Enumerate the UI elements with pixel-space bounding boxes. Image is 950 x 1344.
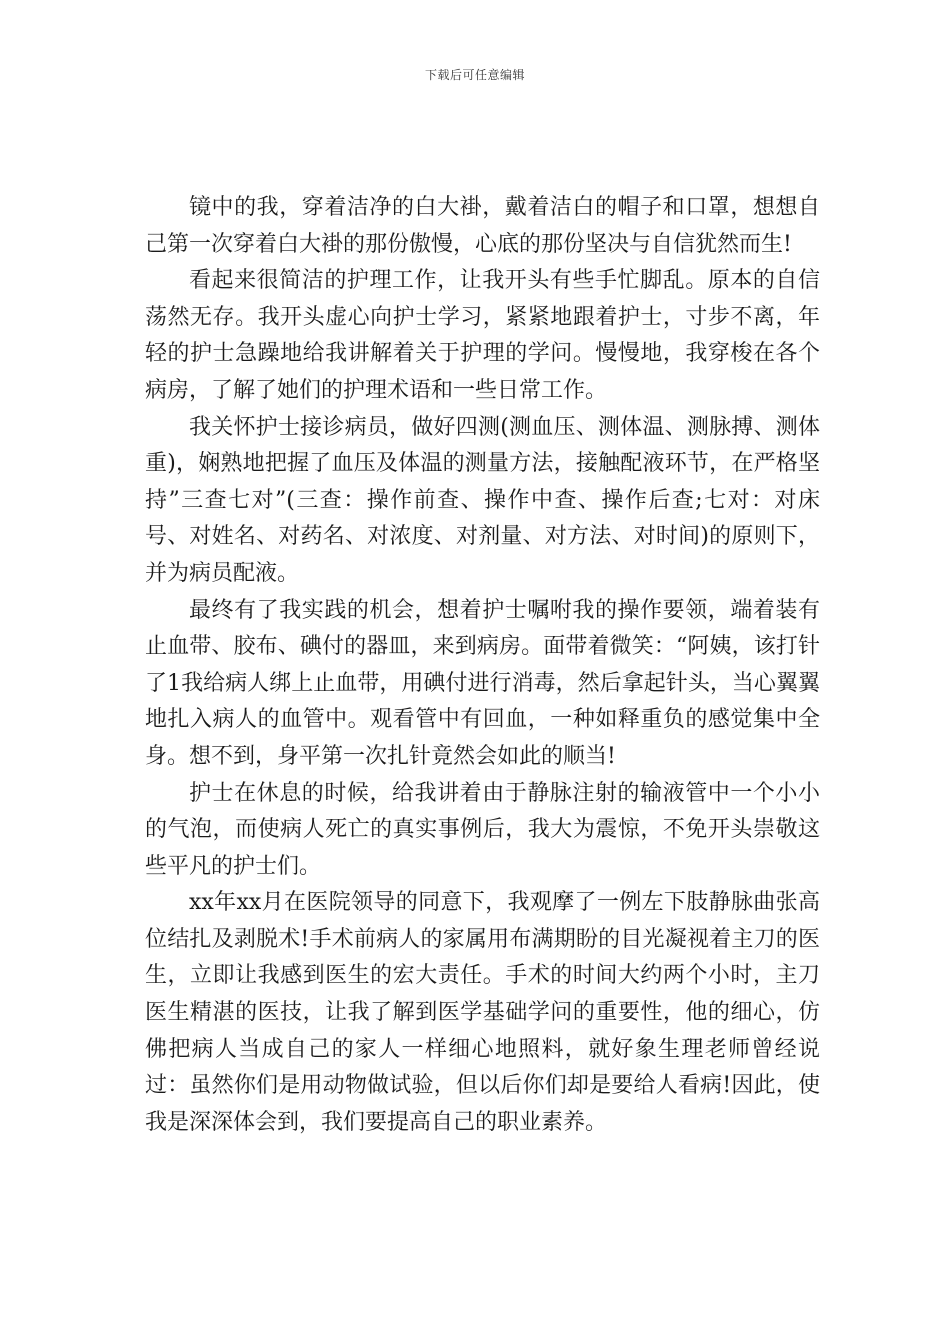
- paragraph-5: 护士在休息的时候，给我讲着由于静脉注射的输液管中一个小小的气泡，而使病人死亡的真实事例后，我大为震惊，不免开头崇敬这些平凡的护士们。: [145, 780, 820, 879]
- paragraph-6: xx年xx月在医院领导的同意下，我观摩了一例左下肢静脉曲张高位结扎及剥脱术!手术前病人的家属用布满期盼的目光凝视着主刀的医生，立即让我感到医生的宏大责任。手术的时间大约两个小时，主刀医生精湛的医技，让我了解到医学基础学问的重要性，他的细心，仿佛把病人当成自己的家人一样细心地照料，就好象生理老师曾经说过：虽然你们是用动物做试验，但以后你们却是要给人看病!因此，使我是深深体会到，我们要提高自己的职业素养。: [145, 890, 820, 1135]
- paragraph-3: 我关怀护士接诊病员，做好四测(测血压、测体温、测脉搏、测体重)，娴熟地把握了血压及体温的测量方法，接触配液环节，在严格坚持”三查七对”(三查：操作前查、操作中查、操作后查;七对：对床号、对姓名、对药名、对浓度、对剂量、对方法、对时间)的原则下，并为病员配液。: [145, 414, 820, 586]
- paragraph-2: 看起来很简洁的护理工作，让我开头有些手忙脚乱。原本的自信荡然无存。我开头虚心向护士学习，紧紧地跟着护士，寸步不离，年轻的护士急躁地给我讲解着关于护理的学问。慢慢地，我穿梭在各个病房，了解了她们的护理术语和一些日常工作。: [145, 268, 820, 403]
- header-note: 下载后可任意编辑: [424, 68, 525, 82]
- paragraph-1: 镜中的我，穿着洁净的白大褂，戴着洁白的帽子和口罩，想想自己第一次穿着白大褂的那份傲慢，心底的那份坚决与自信犹然而生!: [145, 195, 820, 257]
- paragraph-4: 最终有了我实践的机会，想着护士嘱咐我的操作要领，端着装有止血带、胶布、碘付的器皿，来到病房。面带着微笑：“阿姨，该打针了1我给病人绑上止血带，用碘付进行消毒，然后拿起针头，当心翼翼地扎入病人的血管中。观看管中有回血，一种如释重负的感觉集中全身。想不到，身平第一次扎针竟然会如此的顺当!: [145, 597, 820, 769]
- document-body: [145, 190, 820, 1141]
